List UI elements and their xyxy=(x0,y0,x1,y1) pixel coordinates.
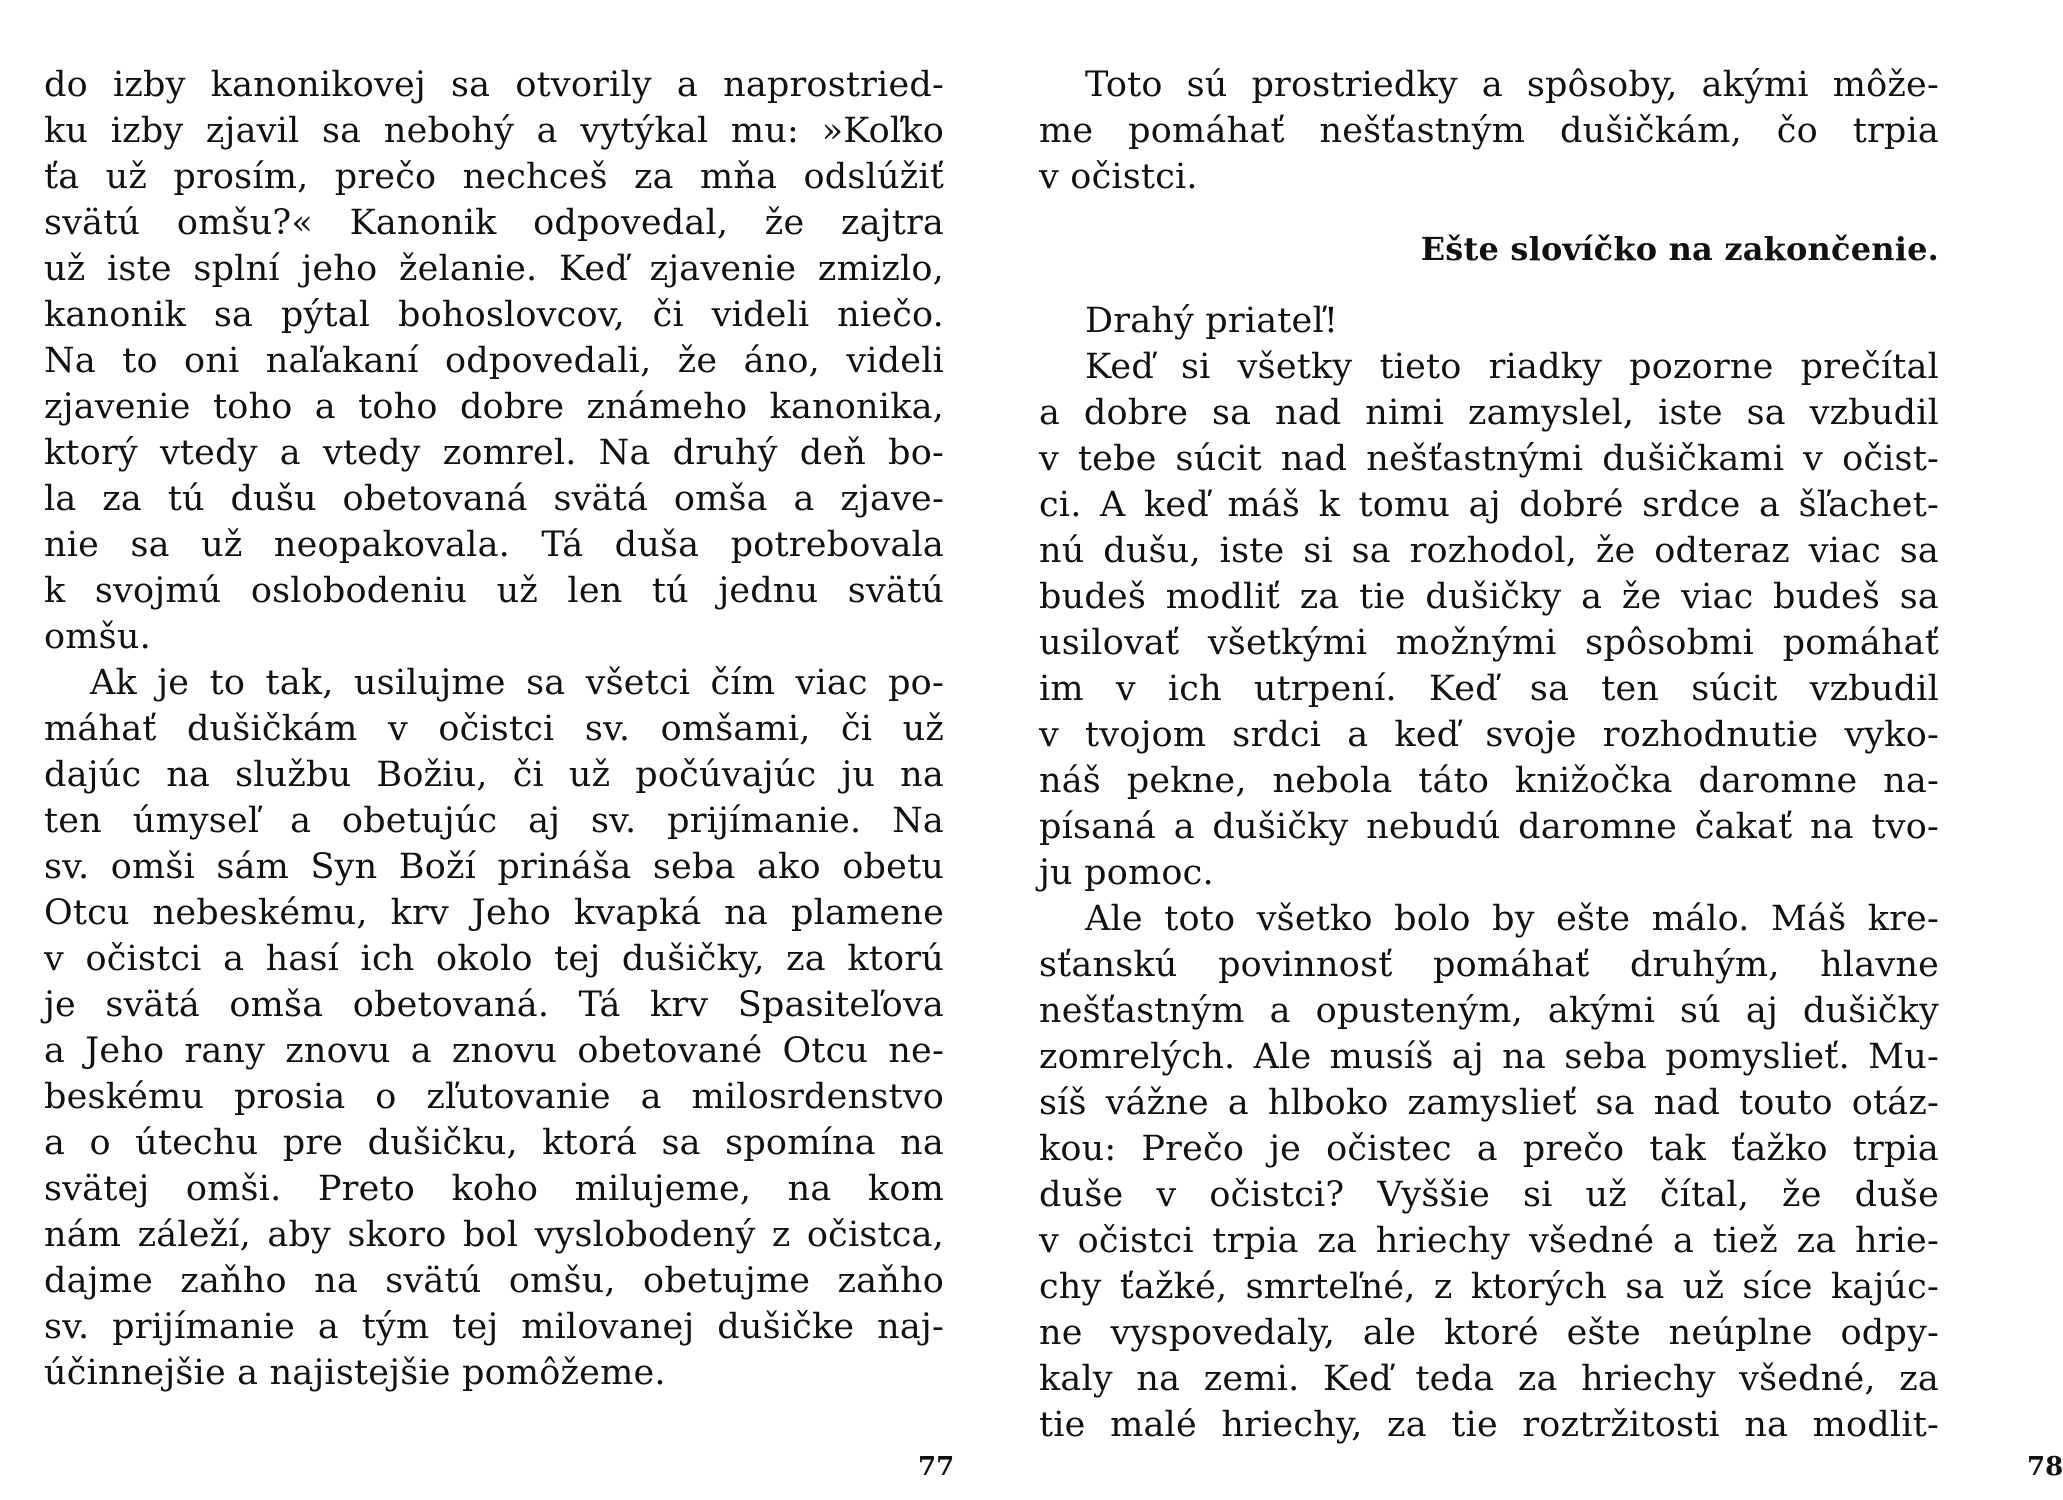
text-line: máhať dušičkám v očistci sv. omšami, či už xyxy=(44,709,944,749)
text-line: v tebe súcit nad nešťastnými dušičkami v očist- xyxy=(1039,439,1939,479)
section-heading: Ešte slovíčko na zakončenie. xyxy=(1420,230,1939,268)
text-line xyxy=(1039,200,1939,226)
text-line: Ale toto všetko bolo by ešte málo. Máš kre- xyxy=(1085,899,1939,939)
text-line: ten úmyseľ a obetujúc aj sv. prijímanie. Na xyxy=(44,801,944,841)
text-line: nám záleží, aby skoro bol vyslobodený z očistca, xyxy=(44,1215,944,1255)
text-line: Drahý priateľ! xyxy=(1085,301,1339,341)
text-line: im v ich utrpení. Keď sa ten súcit vzbudil xyxy=(1039,669,1939,709)
text-line: ktorý vtedy a vtedy zomrel. Na druhý deň bo- xyxy=(44,433,944,473)
text-line: Ak je to tak, usilujme sa všetci čím viac po- xyxy=(90,663,944,703)
text-line: nú dušu, iste si sa rozhodol, že odteraz viac sa xyxy=(1039,531,1939,571)
text-line: a o útechu pre dušičku, ktorá sa spomína na xyxy=(44,1123,944,1163)
text-line: ju pomoc. xyxy=(1039,853,1214,893)
text-line: účinnejšie a najistejšie pomôžeme. xyxy=(44,1353,666,1393)
page-number-right: 78 xyxy=(2027,1452,2063,1482)
text-line: beskému prosia o zľutovanie a milosrdenstvo xyxy=(44,1077,944,1117)
text-line: nie sa už neopakovala. Tá duša potrebovala xyxy=(44,525,944,565)
text-line: tie malé hriechy, za tie roztržitosti na modlit- xyxy=(1039,1405,1939,1445)
page-number-left: 77 xyxy=(918,1452,955,1482)
text-line: dajúc na službu Božiu, či už počúvajúc ju na xyxy=(44,755,944,795)
text-line: Na to oni naľakaní odpovedali, že áno, videli xyxy=(44,341,944,381)
right-page-text xyxy=(1039,62,1939,1448)
text-line: ne vyspovedaly, ale ktoré ešte neúplne odpy- xyxy=(1039,1313,1939,1353)
right-page xyxy=(989,0,2063,1500)
text-line: budeš modliť za tie dušičky a že viac budeš sa xyxy=(1039,577,1939,617)
text-line: nešťastným a opusteným, akými sú aj dušičky xyxy=(1039,991,1939,1031)
left-page-text xyxy=(44,62,944,1396)
text-line: sťanskú povinnosť pomáhať druhým, hlavne xyxy=(1039,945,1939,985)
text-line: duše v očistci? Vyššie si už čítal, že duše xyxy=(1039,1175,1939,1215)
text-line: sv. omši sám Syn Boží prináša seba ako obetu xyxy=(44,847,944,887)
text-line: do izby kanonikovej sa otvorily a naprostried- xyxy=(44,65,944,105)
text-line: me pomáhať nešťastným dušičkám, čo trpia xyxy=(1039,111,1939,151)
text-line: Otcu nebeskému, krv Jeho kvapká na plamene xyxy=(44,893,944,933)
text-line: k svojmú oslobodeniu už len tú jednu svätú xyxy=(44,571,944,611)
text-line: kaly na zemi. Keď teda za hriechy všedné, za xyxy=(1039,1359,1939,1399)
text-line: a Jeho rany znovu a znovu obetované Otcu ne- xyxy=(44,1031,944,1071)
text-line: v očistci trpia za hriechy všedné a tiež za hrie- xyxy=(1039,1221,1939,1261)
text-line: ťa už prosím, prečo nechceš za mňa odslúžiť xyxy=(44,157,944,197)
text-line: dajme zaňho na svätú omšu, obetujme zaňho xyxy=(44,1261,944,1301)
text-line: Toto sú prostriedky a spôsoby, akými môže- xyxy=(1085,65,1939,105)
text-line: síš vážne a hlboko zamyslieť sa nad touto otáz- xyxy=(1039,1083,1939,1123)
text-line: náš pekne, nebola táto knižočka daromne na- xyxy=(1039,761,1939,801)
text-line: v očistci. xyxy=(1039,157,1198,197)
text-line: v tvojom srdci a keď svoje rozhodnutie vyko- xyxy=(1039,715,1939,755)
text-line: kanonik sa pýtal bohoslovcov, či videli niečo. xyxy=(44,295,944,335)
text-line: svätej omši. Preto koho milujeme, na kom xyxy=(44,1169,944,1209)
text-line: ci. A keď máš k tomu aj dobré srdce a šľachet- xyxy=(1039,485,1939,525)
text-line: svätú omšu?« Kanonik odpovedal, že zajtra xyxy=(44,203,944,243)
text-line xyxy=(1039,272,1939,298)
text-line: usilovať všetkými možnými spôsobmi pomáhať xyxy=(1039,623,1939,663)
text-line: omšu. xyxy=(44,617,151,657)
left-page xyxy=(0,0,989,1500)
text-line: sv. prijímanie a tým tej milovanej dušičke naj- xyxy=(44,1307,944,1347)
text-line: v očistci a hasí ich okolo tej dušičky, za ktorú xyxy=(44,939,944,979)
text-line: Keď si všetky tieto riadky pozorne prečítal xyxy=(1085,347,1939,387)
text-line: kou: Prečo je očistec a prečo tak ťažko trpia xyxy=(1039,1129,1939,1169)
text-line: zjavenie toho a toho dobre známeho kanonika, xyxy=(44,387,944,427)
text-line: už iste splní jeho želanie. Keď zjavenie zmizlo, xyxy=(44,249,944,289)
text-line: zomrelých. Ale musíš aj na seba pomyslieť. Mu- xyxy=(1039,1037,1939,1077)
text-line: a dobre sa nad nimi zamyslel, iste sa vzbudil xyxy=(1039,393,1939,433)
text-line: je svätá omša obetovaná. Tá krv Spasiteľova xyxy=(44,985,944,1025)
text-line: ku izby zjavil sa nebohý a vytýkal mu: »Koľko xyxy=(44,111,944,151)
text-line: chy ťažké, smrteľné, z ktorých sa už síce kajúc- xyxy=(1039,1267,1939,1307)
text-line: la za tú dušu obetovaná svätá omša a zjave- xyxy=(44,479,944,519)
text-line: písaná a dušičky nebudú daromne čakať na tvo- xyxy=(1039,807,1939,847)
